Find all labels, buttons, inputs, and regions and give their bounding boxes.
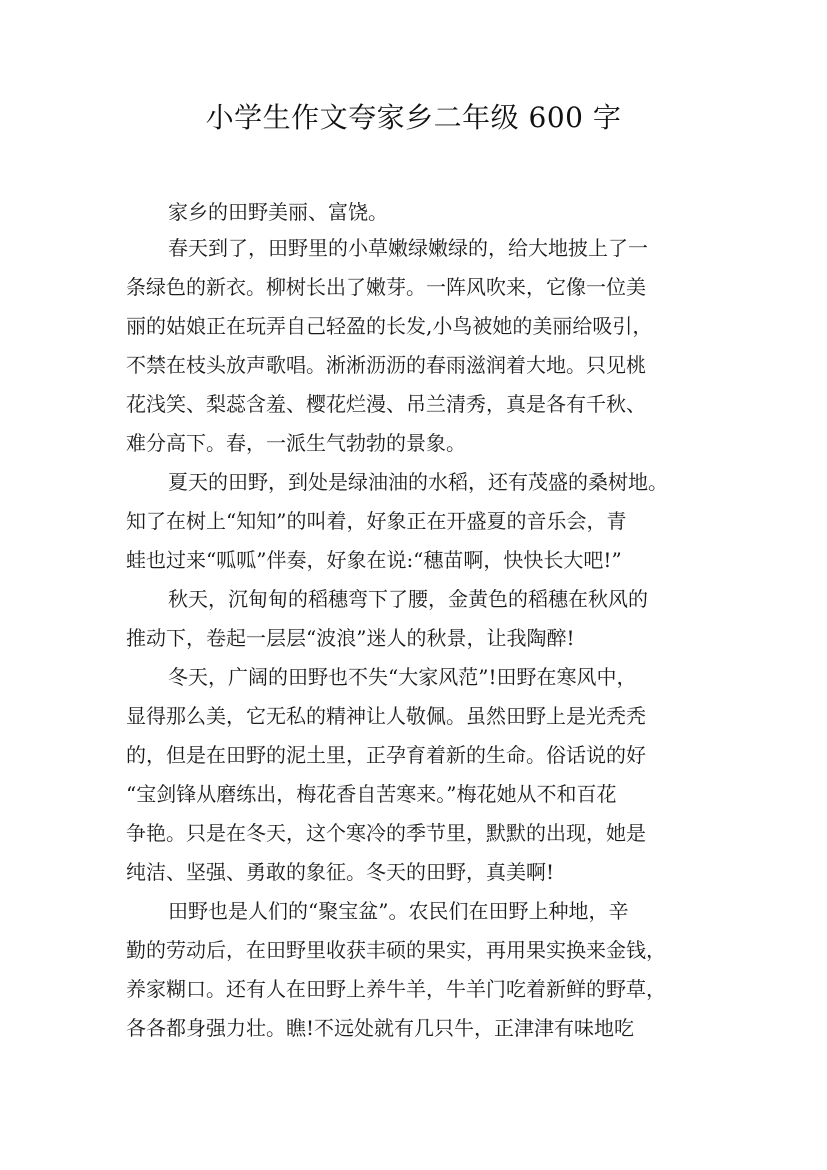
text-line: 纯洁、坚强、勇敢的象征。冬天的田野，真美啊! bbox=[126, 860, 555, 884]
text-line: 蛙也过来“呱呱”伴奏，好象在说:“穗苗啊，快快长大吧!” bbox=[126, 548, 622, 572]
text-line: 条绿色的新衣。柳树长出了嫩芽。一阵风吹来，它像一位美 bbox=[126, 275, 646, 299]
text-line: 的，但是在田野的泥土里，正孕育着新的生命。俗话说的好 bbox=[126, 743, 646, 767]
text-line: 养家糊口。还有人在田野上养牛羊，牛羊门吃着新鲜的野草， bbox=[126, 977, 666, 1001]
text-line: 难分高下。春，一派生气勃勃的景象。 bbox=[126, 431, 466, 455]
text-line: 丽的姑娘正在玩弄自己轻盈的长发,小鸟被她的美丽给吸引， bbox=[126, 314, 653, 338]
text-line: 秋天，沉甸甸的稻穗弯下了腰，金黄色的稻穗在秋风的 bbox=[168, 587, 648, 611]
text-line: 知了在树上“知知”的叫着，好象正在开盛夏的音乐会，青 bbox=[126, 509, 627, 533]
text-line: 春天到了，田野里的小草嫩绿嫩绿的，给大地披上了一 bbox=[168, 236, 648, 260]
text-line: 田野也是人们的“聚宝盆”。农民们在田野上种地，辛 bbox=[168, 899, 629, 923]
text-line: 勤的劳动后，在田野里收获丰硕的果实，再用果实换来金钱， bbox=[126, 938, 666, 962]
text-line: 显得那么美，它无私的精神让人敬佩。虽然田野上是光秃秃 bbox=[126, 704, 646, 728]
text-line: 争艳。只是在冬天，这个寒冷的季节里，默默的出现，她是 bbox=[126, 821, 646, 845]
text-line: 夏天的田野，到处是绿油油的水稻，还有茂盛的桑树地。 bbox=[168, 470, 668, 494]
text-line: 冬天，广阔的田野也不失“大家风范”!田野在寒风中， bbox=[168, 665, 637, 689]
text-line: 花浅笑、梨蕊含羞、樱花烂漫、吊兰清秀，真是各有千秋、 bbox=[126, 392, 646, 416]
text-line: 各各都身强力壮。瞧!不远处就有几只牛，正津津有味地吃 bbox=[126, 1016, 635, 1040]
text-line: 不禁在枝头放声歌唱。淅淅沥沥的春雨滋润着大地。只见桃 bbox=[126, 353, 646, 377]
document-title: 小学生作文夸家乡二年级 600 字 bbox=[205, 101, 622, 134]
text-line: 推动下，卷起一层层“波浪”迷人的秋景，让我陶醉! bbox=[126, 626, 575, 650]
text-line: 家乡的田野美丽、富饶。 bbox=[168, 200, 388, 224]
text-line: “宝剑锋从磨练出，梅花香自苦寒来。”梅花她从不和百花 bbox=[126, 782, 617, 806]
